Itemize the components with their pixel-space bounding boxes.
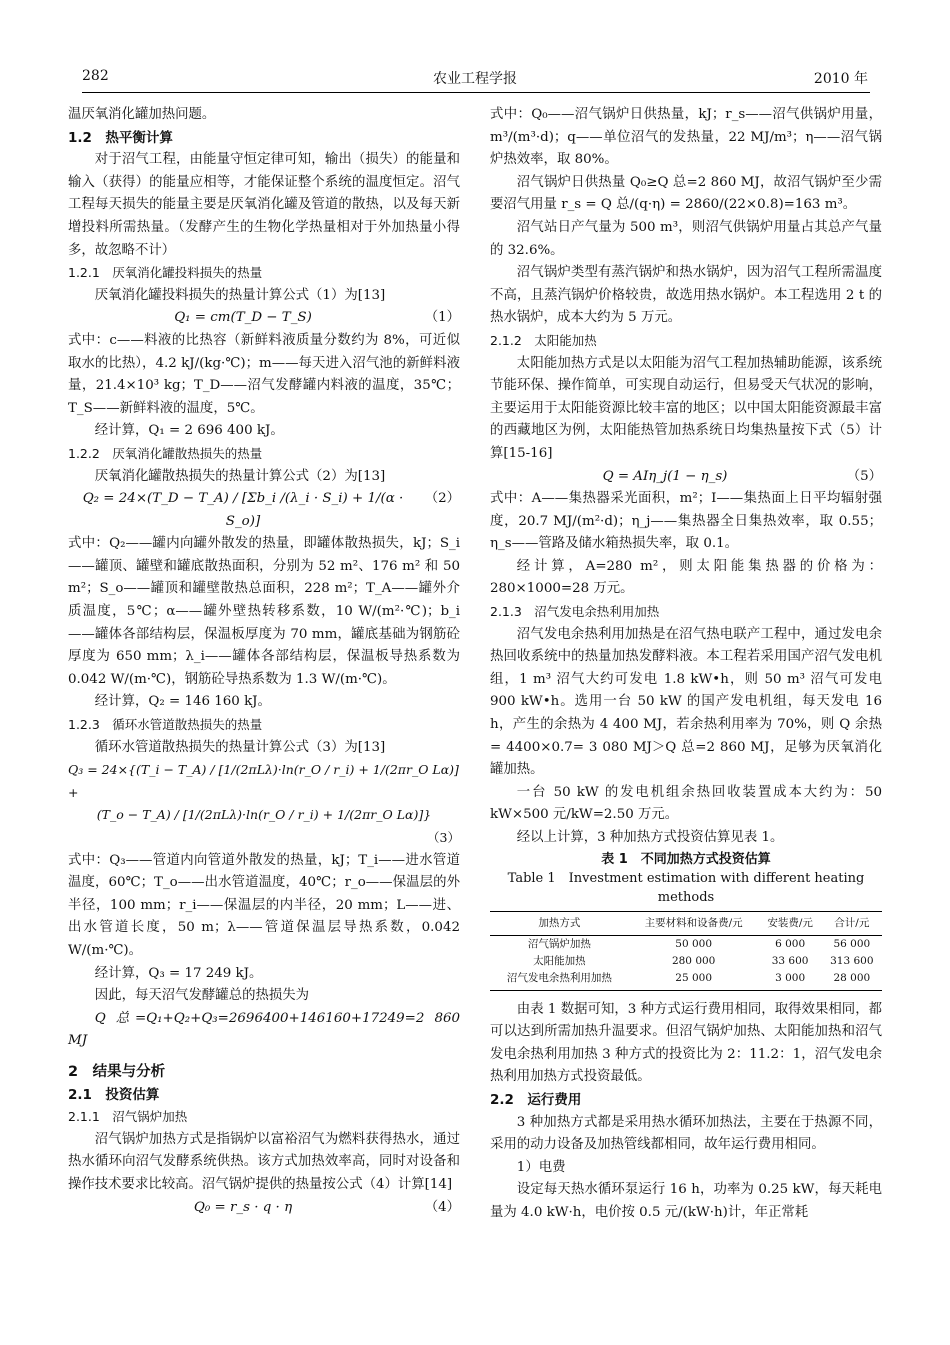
paragraph: 循环水管道散热损失的热量计算公式（3）为[13] (94, 739, 386, 755)
equation-3: Q₃ = 24×{(T_i − T_A) / [1/(2πLλ)·ln(r_O / r_i) + 1/(2πr_O Lα)] + (T_o − T_A) / [1/(2πLλ)·ln(r_O / r_i) + 1/(2πr_O Lα)]} （3） (68, 762, 460, 845)
equation-2: Q₂ = 24×(T_D − T_A) / [Σb_i /(λ_i · S_i) + 1/(α · S_o)] （2） (82, 491, 460, 529)
paragraph: 对于沼气工程，由能量守恒定律可知，输出（损失）的能量和输入（获得）的能量应相等，才能保证整个系统的温度恒定。沼气工程每天损失的能量主要是厌氧消化罐及管道的散热，以及每天新增投料所需热量。（发酵产生的生物化学热量相对于外加热量小得多，故忽略不计） (68, 152, 460, 258)
table-row: 太阳能加热 280 000 33 600 313 600 (533, 954, 874, 967)
paragraph: 式中：Q₀——沼气锅炉日供热量，kJ；r_s——沼气供锅炉用量，m³/(m³·d)；q——单位沼气的发热量，22 MJ/m³；η——沼气锅炉热效率，取 80%。 (490, 107, 882, 168)
section-heading: 2.2 运行费用 (490, 1091, 582, 1108)
paragraph: 太阳能加热方式是以太阳能为沼气工程加热辅助能源，该系统节能环保、操作简单，可实现自动运行，但易受天气状况的影响，主要运用于太阳能资源比较丰富的地区；以中国太阳能资源最丰富的西藏地区为例，太阳能热管加热系统日均集热量按下式（5）计算[15-16] (490, 355, 882, 461)
paragraph: 3 种加热方式都是采用热水循环加热法，主要在于热源不同，采用的动力设备及加热管线都相同，故年运行费用相同。 (490, 1114, 882, 1153)
table-row: 沼气发电余热利用加热 25 000 3 000 28 000 (490, 970, 882, 991)
paragraph: 一台 50 kW 的发电机组余热回收装置成本大约为：50 kW×500 元/kW=2.50 万元。 (490, 784, 882, 823)
subsection-heading: 1.2.2 厌氧消化罐散热损失的热量 (68, 445, 263, 461)
table-header: 主要材料和设备费/元 (629, 911, 759, 935)
running-header (60, 68, 890, 90)
equation-1: Q₁ = cm(T_D − T_S) （1） (174, 310, 460, 326)
header-rule (82, 92, 870, 93)
left-column (68, 104, 460, 1219)
section-heading: 2 结果与分析 (68, 1063, 166, 1080)
section-heading: 1.2 热平衡计算 (68, 129, 173, 146)
paragraph: 经计算，A=280 m²，则太阳能集热器的价格为：280×1000=28 万元。 (490, 558, 882, 597)
subsection-heading: 2.1.2 太阳能加热 (490, 332, 597, 348)
journal-year: 2010 年 (813, 71, 868, 87)
right-column (490, 104, 882, 1225)
paragraph: 式中：Q₃——管道内向管道外散发的热量，kJ；T_i——进水管道温度，60℃；T_o——出水管道温度，40℃；r_o——保温层的外半径，100 mm；r_i——保温层的内半径，20 mm；L——进、出水管道长度，50 m；λ——管道保温层导热系数，0.042 W/(m·℃)。 (68, 852, 460, 958)
paragraph: 厌氧消化罐散热损失的热量计算公式（2）为[13] (94, 468, 386, 484)
section-heading: 2.1 投资估算 (68, 1086, 160, 1103)
table-header: 合计/元 (822, 911, 882, 935)
paragraph: 沼气站日产气量为 500 m³，则沼气供锅炉用量占其总产气量的 32.6%。 (490, 219, 882, 258)
subsection-heading: 1.2.1 厌氧消化罐投料损失的热量 (68, 265, 263, 281)
paragraph: 温厌氧消化罐加热问题。 (68, 107, 216, 122)
equation-4: Q₀ = r_s · q · η （4） (193, 1199, 460, 1215)
paragraph: 沼气锅炉加热方式是指锅炉以富裕沼气为燃料获得热水，通过热水循环向沼气发酵系统供热。该方式加热效率高，同时对设备和操作技术要求比较高。沼气锅炉提供的热量按公式（4）计算[14] (68, 1131, 460, 1192)
paragraph: 式中：A——集热器采光面积，m²；I——集热面上日平均辐射强度，20.7 MJ/(m²·d)；η_j——集热器全日集热效率，取 0.55；η_s——管路及储水箱热损失率，取 0.1。 (490, 491, 882, 552)
paragraph: 由表 1 数据可知，3 种方式运行费用相同，取得效果相同，都可以达到所需加热升温要求。但沼气锅炉加热、太阳能加热和沼气发电余热利用加热 3 种方式的投资比为 2：11.2：1，沼气发电余热利用加热方式投资最低。 (490, 1001, 882, 1085)
paragraph: 式中：Q₂——罐内向罐外散发的热量，即罐体散热损失，kJ；S_i——罐顶、罐壁和罐底散热面积，分别为 52 m²、176 m² 和 50 m²；S_o——罐顶和罐壁散热总面积，228 m²；T_A——罐外介质温度，5℃；α——罐外壁热转移系数，10 W/(m²·℃)；b_i——罐体各部结构层，保温板厚度为 70 mm，罐底基础为钢筋砼厚度为 650 mm；λ_i——罐体各部结构层，保温板导热系数为 0.042 W/(m·℃)，钢筋砼导热系数为 1.3 W/(m·℃)。 (68, 536, 460, 687)
subsection-heading: 2.1.3 沼气发电余热利用加热 (490, 604, 660, 620)
equation-5: Q = AIη_j(1 − η_s) （5） (602, 468, 882, 484)
paragraph: 式中：c——料液的比热容（新鲜料液质量分数约为 8%，可近似取水的比热），4.2 kJ/(kg·℃)；m——每天进入沼气池的新鲜料液量，21.4×10³ kg；T_D——沼气发酵罐内料液的温度，35℃；T_S——新鲜料液的温度，5℃。 (68, 332, 460, 416)
table-header: 安装费/元 (759, 911, 822, 935)
subsection-heading: 1.2.3 循环水管道散热损失的热量 (68, 717, 263, 733)
paragraph: 设定每天热水循环泵运行 16 h，功率为 0.25 kW，每天耗电量为 4.0 kW·h，电价按 0.5 元/(kW·h)计，年正常耗 (490, 1182, 882, 1220)
subsection-heading: 2.1.1 沼气锅炉加热 (68, 1109, 188, 1125)
table-header: 加热方式 (490, 911, 629, 935)
journal-title: 农业工程学报 (433, 71, 517, 87)
table-row: 沼气锅炉加热 50 000 6 000 56 000 (527, 937, 871, 950)
table-caption-en: Table 1 Investment estimation with different heating methods (507, 870, 865, 905)
paragraph: 沼气锅炉日供热量 Q₀≥Q 总=2 860 MJ，故沼气锅炉至少需要沼气用量 r_s = Q 总/(q·η) = 2860/(22×0.8)=163 m³。 (490, 174, 882, 213)
equation-total: Q 总=Q₁+Q₂+Q₃=2696400+146160+17249=2 860 MJ (68, 1010, 460, 1049)
paragraph: 沼气锅炉类型有蒸汽锅炉和热水锅炉，因为沼气工程所需温度不高，且蒸汽锅炉价格较贵，故选用热水锅炉。本工程选用 2 t 的热水锅炉，成本大约为 5 万元。 (490, 265, 882, 326)
paragraph: 经计算，Q₁ = 2 696 400 kJ。 (94, 423, 284, 439)
paragraph: 1）电费 (516, 1159, 566, 1175)
paragraph: 因此，每天沼气发酵罐总的热损失为 (94, 988, 310, 1004)
paragraph: 经以上计算，3 种加热方式投资估算见表 1。 (516, 830, 784, 845)
paragraph: 厌氧消化罐投料损失的热量计算公式（1）为[13] (94, 287, 386, 303)
paragraph: 经计算，Q₂ = 146 160 kJ。 (94, 694, 271, 710)
table-caption-cn: 表 1 不同加热方式投资估算 (601, 851, 771, 867)
page-number: 282 (82, 68, 109, 84)
paragraph: 沼气发电余热利用加热是在沼气热电联产工程中，通过发电余热回收系统中的热量加热发酵料液。本工程若采用国产沼气发电机组，1 m³ 沼气大约可发电 1.8 kW•h，则 50 m³ 沼气可发电 900 kW•h。选用一台 50 kW 的国产发电机组，每天发电 16 h，产生的余热为 4 400 MJ，若余热利用率为 70%，则 Q 余热 = 4400×0.7= 3 080 MJ＞Q 总=2 860 MJ，足够为厌氧消化罐加热。 (490, 626, 882, 778)
paragraph: 经计算，Q₃ = 17 249 kJ。 (94, 965, 263, 981)
investment-table (490, 911, 882, 991)
